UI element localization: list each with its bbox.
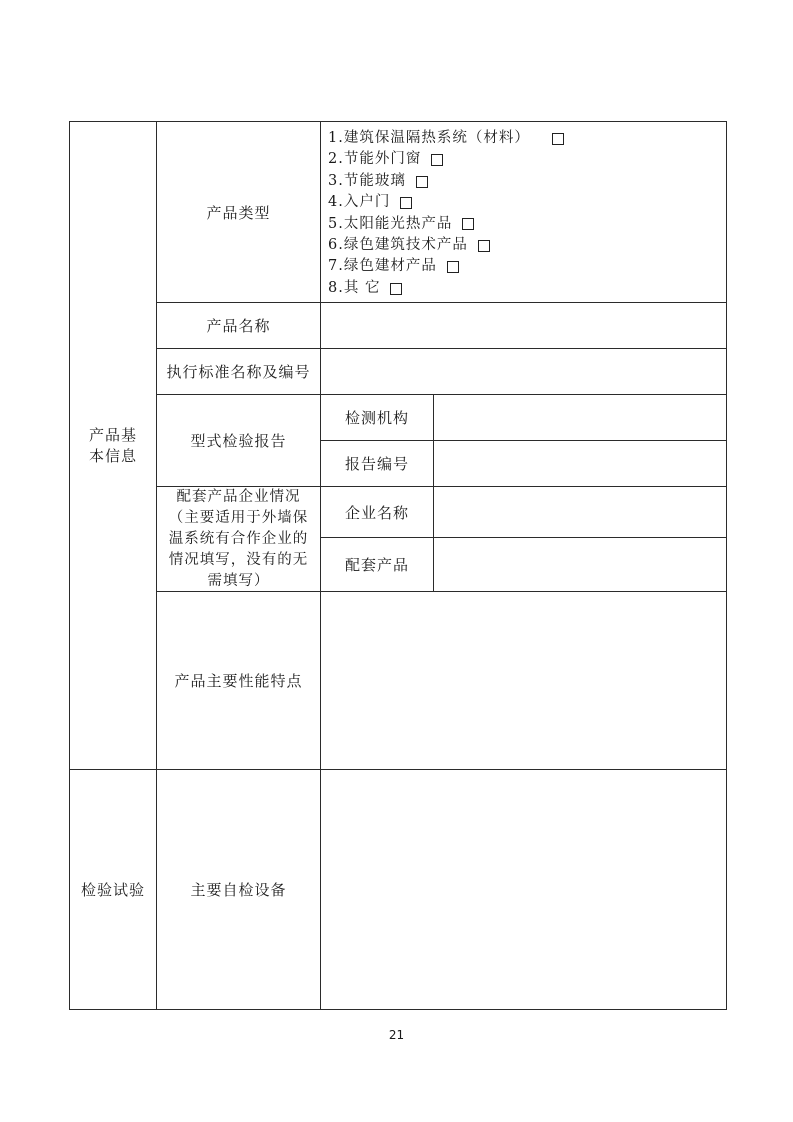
supporting-info-label: 配套产品企业情况（主要适用于外墙保温系统有合作企业的情况填写，没有的无需填写） bbox=[168, 488, 309, 589]
supporting-product-field[interactable] bbox=[434, 538, 726, 591]
product-type-option: 4.入户门 bbox=[328, 192, 723, 213]
checkbox[interactable] bbox=[447, 261, 459, 273]
checkbox[interactable] bbox=[462, 218, 474, 230]
product-name-label: 产品名称 bbox=[206, 317, 271, 335]
main-features-label: 产品主要性能特点 bbox=[174, 672, 303, 690]
report-number-field[interactable] bbox=[434, 441, 726, 486]
product-type-options bbox=[328, 128, 723, 299]
checkbox[interactable] bbox=[400, 197, 412, 209]
product-type-option: 1.建筑保温隔热系统（材料） bbox=[328, 128, 723, 149]
product-name-field[interactable] bbox=[321, 303, 726, 348]
product-type-option: 8.其 它 bbox=[328, 278, 723, 299]
report-number-label: 报告编号 bbox=[344, 455, 409, 473]
standard-field[interactable] bbox=[321, 349, 726, 394]
inspection-equipment-field[interactable] bbox=[321, 770, 726, 1009]
product-type-option: 7.绿色建材产品 bbox=[328, 256, 723, 277]
product-type-option: 3.节能玻璃 bbox=[328, 171, 723, 192]
page-number: 21 bbox=[388, 1028, 405, 1042]
section-label-product-info: 产品基本信息 bbox=[88, 425, 137, 465]
checkbox[interactable] bbox=[552, 133, 564, 145]
section-label-testing: 检验试验 bbox=[80, 881, 145, 899]
product-type-option: 5.太阳能光热产品 bbox=[328, 214, 723, 235]
checkbox[interactable] bbox=[416, 176, 428, 188]
inspection-equipment-label: 主要自检设备 bbox=[190, 881, 287, 899]
supporting-product-label: 配套产品 bbox=[344, 556, 409, 574]
checkbox[interactable] bbox=[390, 283, 402, 295]
checkbox[interactable] bbox=[431, 154, 443, 166]
standard-label: 执行标准名称及编号 bbox=[166, 363, 311, 381]
testing-agency-label: 检测机构 bbox=[344, 409, 409, 427]
table-border-bottom bbox=[69, 1009, 727, 1010]
product-type-label: 产品类型 bbox=[206, 203, 271, 222]
testing-agency-field[interactable] bbox=[434, 395, 726, 440]
company-name-label: 企业名称 bbox=[344, 503, 409, 522]
table-border-right bbox=[726, 121, 727, 1010]
checkbox[interactable] bbox=[478, 240, 490, 252]
product-type-option: 6.绿色建筑技术产品 bbox=[328, 235, 723, 256]
main-features-field[interactable] bbox=[321, 592, 726, 769]
type-inspection-label: 型式检验报告 bbox=[190, 432, 287, 450]
company-name-field[interactable] bbox=[434, 487, 726, 537]
product-type-option: 2.节能外门窗 bbox=[328, 149, 723, 170]
